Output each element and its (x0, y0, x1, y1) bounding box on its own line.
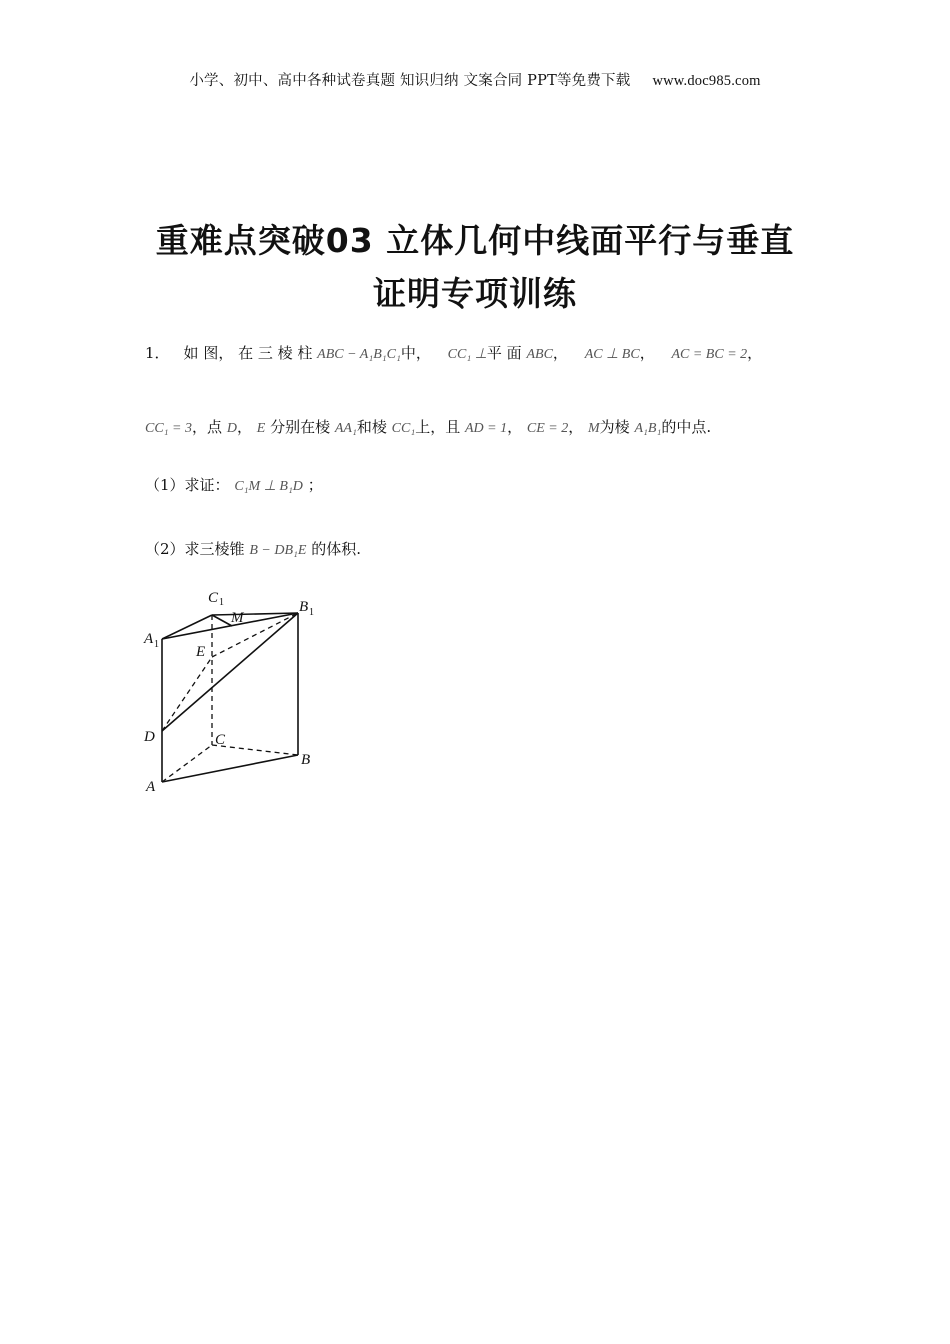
text-plane: 平 面 (486, 344, 522, 362)
math-aa1: AA₁ (334, 421, 357, 436)
label-m: M (231, 610, 244, 626)
problem-line-2: CC₁ = 3，点 D， E 分别在棱 AA₁和棱 CC₁上，且 AD = 1， CE = 2， M为棱 A₁B₁的中点. (145, 418, 712, 436)
math-cc1-length: CC₁ = 3 (145, 421, 192, 436)
label-a1: A (144, 631, 154, 647)
label-b1-sub: 1 (309, 607, 314, 618)
text-and: 和棱 (356, 418, 387, 436)
q2-end: 的体积. (311, 540, 361, 558)
q2-label: （2）求三棱锥 (145, 540, 245, 558)
math-ce: CE = 2 (526, 421, 569, 436)
math-e: E (256, 421, 266, 436)
text-edge: 为棱 (599, 418, 630, 436)
label-c1-sub: 1 (219, 597, 224, 608)
q1-expression: C₁M ⊥ B₁D (234, 479, 303, 494)
title-line-2: 证明专项训练 (373, 274, 577, 313)
text-midpoint: 的中点. (661, 418, 712, 436)
math-abc: ABC (526, 347, 553, 362)
question-2 (145, 538, 361, 559)
title-line-1: 重难点突破03 立体几何中线面平行与垂直 (155, 221, 795, 260)
label-e: E (196, 644, 206, 660)
text-in: 中， (400, 344, 431, 362)
edge-d-b1 (162, 613, 298, 731)
text-point: 点 (207, 418, 223, 436)
label-c: C (215, 732, 226, 748)
q1-end: ； (307, 476, 323, 494)
text-split: 分别在棱 (270, 418, 331, 436)
math-d: D (226, 421, 237, 436)
problem-number: 1． (145, 344, 170, 362)
page-header (0, 69, 950, 90)
text-on: 上，且 (415, 418, 461, 436)
label-c1: C (208, 590, 219, 606)
math-cc1b: CC₁ (391, 421, 416, 436)
math-perp: AC ⊥ BC (584, 347, 640, 362)
intro-text: 如 图， 在 三 棱 柱 (183, 344, 313, 362)
label-a: A (146, 779, 156, 795)
header-site[interactable]: www.doc985.com (652, 73, 761, 89)
q2-expression: B − DB₁E (249, 543, 307, 558)
math-a1b1: A₁B₁ (634, 421, 662, 436)
label-b1: B (299, 599, 309, 615)
edge-a1-c1 (162, 615, 212, 639)
edge-a1-b1 (162, 613, 298, 639)
problem-line-1: 1． 如 图， 在 三 棱 柱 ABC − A₁B₁C₁中， CC₁ ⊥平 面 ABC， AC ⊥ BC， AC = BC = 2， (145, 344, 763, 362)
q1-label: （1）求证： (145, 476, 230, 494)
prism-figure (140, 585, 340, 800)
header-text: 小学、初中、高中各种试卷真题 知识归纳 文案合同 PPT等免费下载 (189, 73, 631, 89)
edge-c1-m (212, 615, 232, 626)
math-ad: AD = 1 (464, 421, 508, 436)
edge-a-b (162, 755, 298, 782)
label-a1-sub: 1 (154, 639, 159, 650)
label-b: B (301, 752, 311, 768)
math-prism: ABC − A₁B₁C₁ (317, 347, 401, 362)
math-equal: AC = BC = 2 (671, 347, 748, 362)
math-m: M (588, 421, 600, 436)
question-1 (145, 474, 323, 495)
math-cc1: CC₁ ⊥ (447, 347, 487, 362)
label-d: D (144, 729, 155, 745)
